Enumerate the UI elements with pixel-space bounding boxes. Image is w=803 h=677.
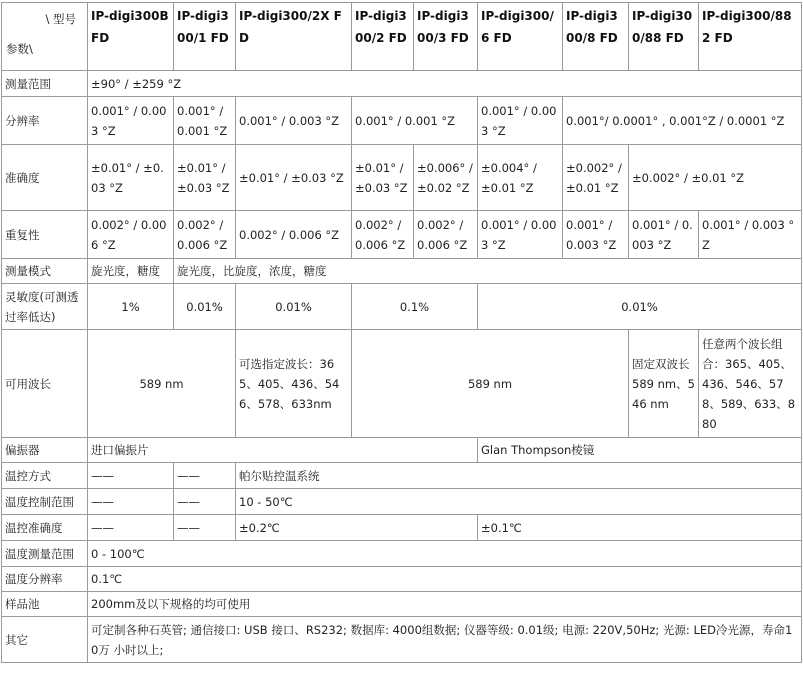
cell-value: 0.002° / 0.006 °Z xyxy=(236,211,352,259)
cell-value: 可定制各种石英管; 通信接口: USB 接口、RS232; 数据库: 4000组数据; 仪器等级: 0.01级; 电源: 220V,50Hz; 光源: LED冷光源，寿命10万 小时以上; xyxy=(88,617,802,663)
model-header: IP-digi300/1 FD xyxy=(174,3,236,71)
cell-value: ±0.002° /±0.01 °Z xyxy=(563,145,629,211)
cell-value: ±0.01° / ±0.03 °Z xyxy=(174,145,236,211)
row-temp-accuracy xyxy=(2,515,802,541)
row-resolution xyxy=(2,97,802,145)
cell-value: ±0.006° / ±0.02 °Z xyxy=(414,145,478,211)
cell-value: —— xyxy=(174,515,236,541)
cell-value: 0.01% xyxy=(236,284,352,330)
cell-value: 旋光度，糖度 xyxy=(88,259,174,284)
cell-value: 0.001° / 0.003 °Z xyxy=(699,211,802,259)
row-label: 其它 xyxy=(2,617,88,663)
row-label: 灵敏度(可测透过率低达) xyxy=(2,284,88,330)
cell-value: 0.001° / 0.001 °Z xyxy=(352,97,478,145)
model-header: IP-digi300/88 FD xyxy=(629,3,699,71)
row-label: 样品池 xyxy=(2,592,88,617)
model-header: IP-digi300/3 FD xyxy=(414,3,478,71)
model-header: IP-digi300/6 FD xyxy=(478,3,563,71)
cell-value: 0.001° / 0.001 °Z xyxy=(174,97,236,145)
row-repeatability xyxy=(2,211,802,259)
row-label: 准确度 xyxy=(2,145,88,211)
row-mode xyxy=(2,259,802,284)
cell-value: 0.001° / 0.003 °Z xyxy=(478,211,563,259)
cell-value: —— xyxy=(174,463,236,489)
cell-value: ±0.004° / ±0.01 °Z xyxy=(478,145,563,211)
cell-value: 0.002° / 0.006 °Z xyxy=(414,211,478,259)
row-label: 温度测量范围 xyxy=(2,541,88,567)
cell-value: 0.01% xyxy=(478,284,802,330)
model-header: IP-digi300/8 FD xyxy=(563,3,629,71)
row-label: 分辨率 xyxy=(2,97,88,145)
row-temp-range xyxy=(2,489,802,515)
cell-value: 0.1℃ xyxy=(88,567,802,592)
cell-value: 589 nm xyxy=(352,330,629,438)
row-wavelength xyxy=(2,330,802,438)
cell-value: —— xyxy=(88,515,174,541)
cell-value: 0.002° / 0.006 °Z xyxy=(352,211,414,259)
corner-param-label: 参数\ xyxy=(6,41,33,56)
model-header: IP-digi300/2X FD xyxy=(236,3,352,71)
cell-value: 0.01% xyxy=(174,284,236,330)
cell-value: 10 - 50℃ xyxy=(236,489,802,515)
model-header: IP-digi300/882 FD xyxy=(699,3,802,71)
header-row xyxy=(2,3,802,71)
cell-value: 0.002° / 0.006 °Z xyxy=(174,211,236,259)
corner-model-label: \ 型号 xyxy=(45,11,76,26)
cell-value: ±0.002° / ±0.01 °Z xyxy=(629,145,802,211)
cell-value: 589 nm xyxy=(88,330,236,438)
cell-value: 0.1% xyxy=(352,284,478,330)
row-label: 重复性 xyxy=(2,211,88,259)
row-label: 偏振器 xyxy=(2,438,88,463)
row-accuracy xyxy=(2,145,802,211)
cell-value: 0.001° / 0.003 °Z xyxy=(478,97,563,145)
model-header: IP-digi300/2 FD xyxy=(352,3,414,71)
cell-value: —— xyxy=(88,463,174,489)
row-label: 可用波长 xyxy=(2,330,88,438)
cell-value: —— xyxy=(174,489,236,515)
row-temp-meas-range xyxy=(2,541,802,567)
cell-value: ±0.01° / ±0.03 °Z xyxy=(88,145,174,211)
row-temp-method xyxy=(2,463,802,489)
cell-value: 帕尔贴控温系统 xyxy=(236,463,802,489)
row-label: 温控方式 xyxy=(2,463,88,489)
cell-value: 0.001° / 0.003 °Z xyxy=(629,211,699,259)
cell-value: 固定双波长589 nm、546 nm xyxy=(629,330,699,438)
cell-value: —— xyxy=(88,489,174,515)
row-polarizer xyxy=(2,438,802,463)
cell-value: 可选指定波长：365、405、436、546、578、633nm xyxy=(236,330,352,438)
cell-value: Glan Thompson棱镜 xyxy=(478,438,802,463)
row-temp-resolution xyxy=(2,567,802,592)
row-label: 温控准确度 xyxy=(2,515,88,541)
row-range xyxy=(2,71,802,97)
cell-value: 0 - 100℃ xyxy=(88,541,802,567)
cell-value: 1% xyxy=(88,284,174,330)
corner-cell xyxy=(2,3,88,71)
cell-value: 旋光度，比旋度，浓度，糖度 xyxy=(174,259,802,284)
model-header: IP-digi300B FD xyxy=(88,3,174,71)
spec-table xyxy=(1,2,802,663)
cell-value: 0.002° / 0.006 °Z xyxy=(88,211,174,259)
row-other xyxy=(2,617,802,663)
row-label: 温度控制范围 xyxy=(2,489,88,515)
cell-value: 任意两个波长组合：365、405、436、546、578、589、633、880 xyxy=(699,330,802,438)
cell-value: ±0.01° / ±0.03 °Z xyxy=(236,145,352,211)
cell-value: 200mm及以下规格的均可使用 xyxy=(88,592,802,617)
row-label: 温度分辨率 xyxy=(2,567,88,592)
cell-value: 0.001° / 0.003 °Z xyxy=(563,211,629,259)
cell-value: ±0.1℃ xyxy=(478,515,802,541)
row-sensitivity xyxy=(2,284,802,330)
cell-value: ±0.01° / ±0.03 °Z xyxy=(352,145,414,211)
cell-value: ±90° / ±259 °Z xyxy=(88,71,802,97)
row-label: 测量范围 xyxy=(2,71,88,97)
cell-value: 进口偏振片 xyxy=(88,438,478,463)
row-label: 测量模式 xyxy=(2,259,88,284)
cell-value: 0.001° / 0.003 °Z xyxy=(236,97,352,145)
cell-value: ±0.2℃ xyxy=(236,515,478,541)
row-sample-cell xyxy=(2,592,802,617)
cell-value: 0.001°/ 0.0001° , 0.001°Z / 0.0001 °Z xyxy=(563,97,802,145)
cell-value: 0.001° / 0.003 °Z xyxy=(88,97,174,145)
